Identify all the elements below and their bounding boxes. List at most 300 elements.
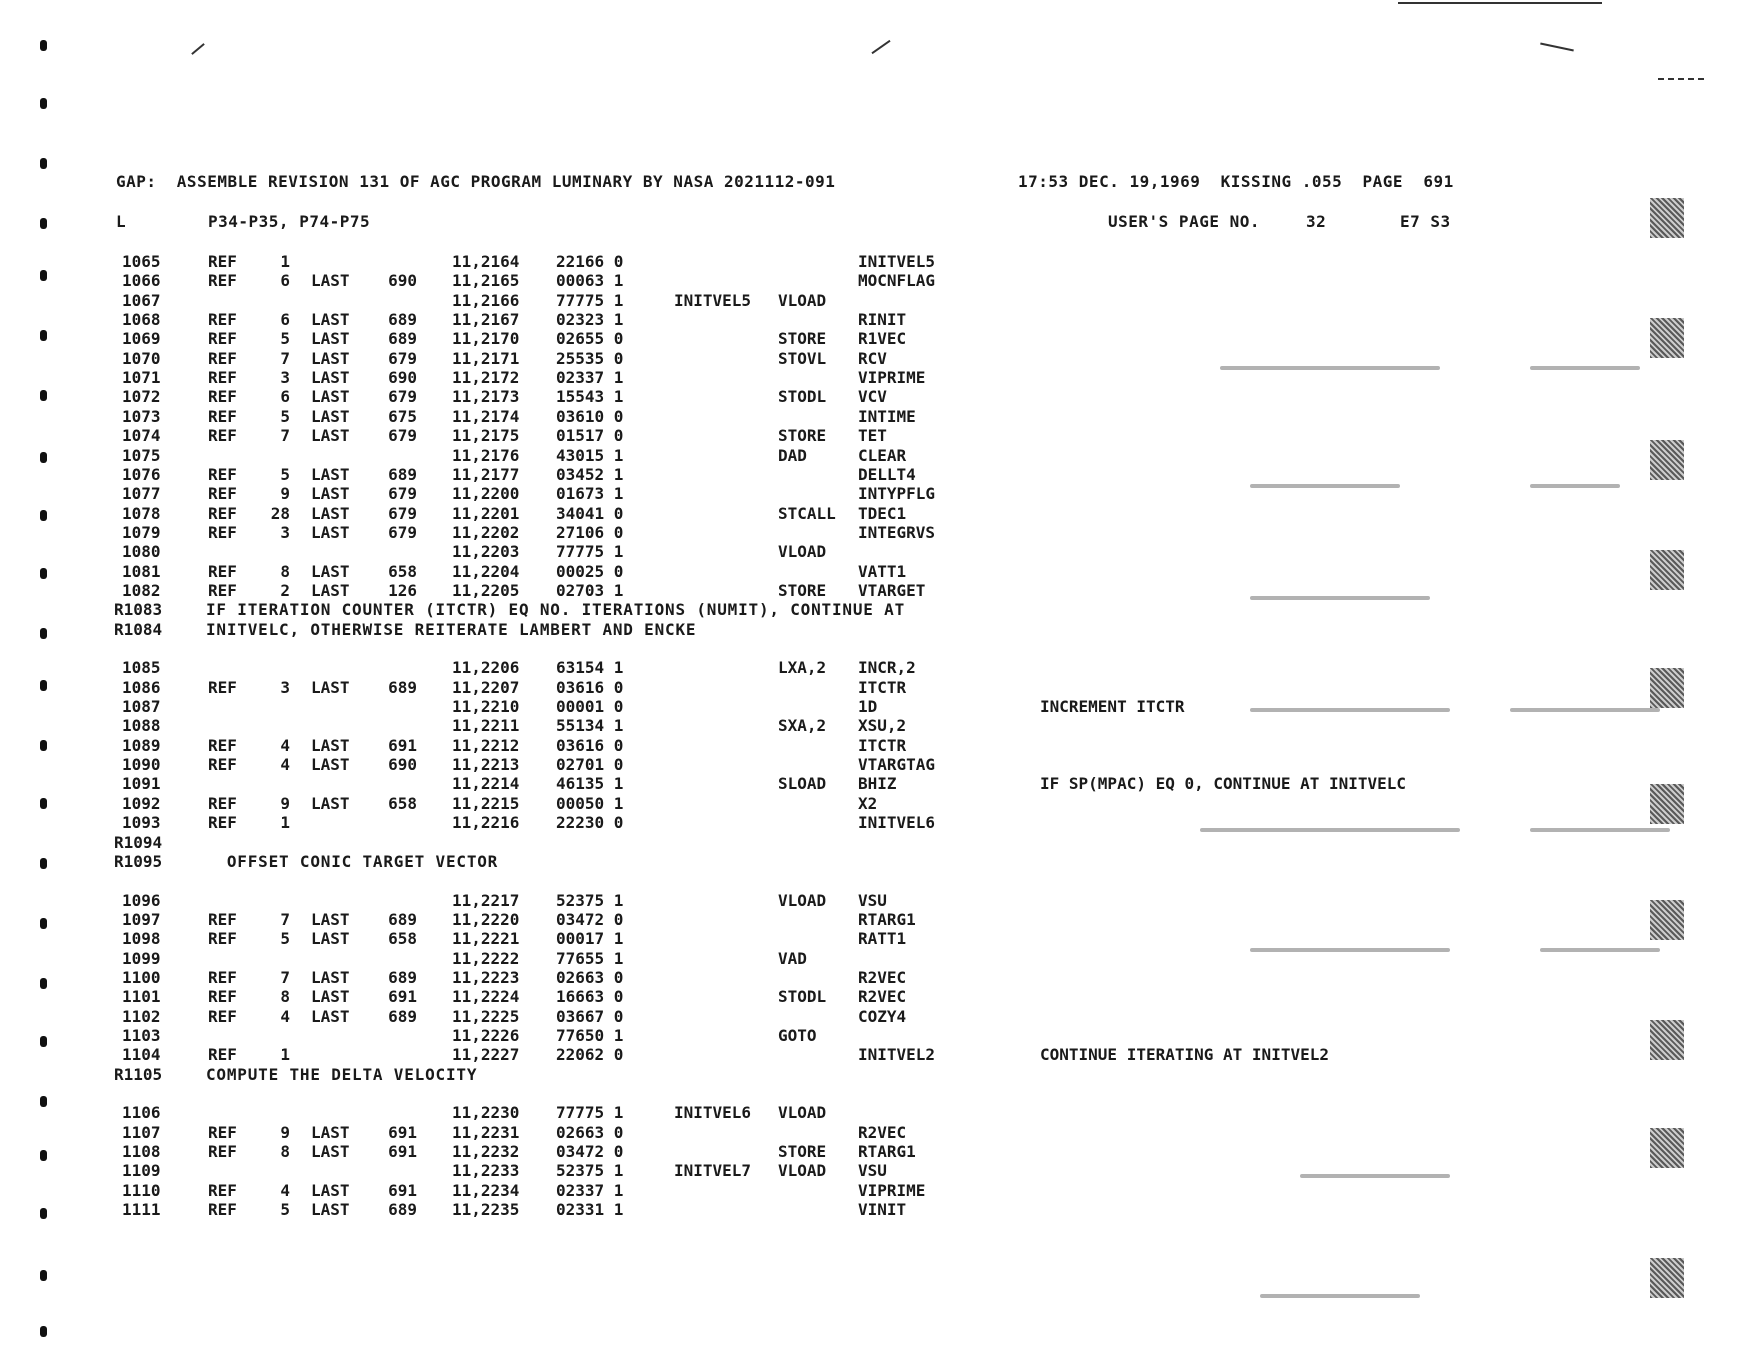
last-marker: LAST (311, 929, 350, 949)
octal-word: 02703 1 (556, 580, 624, 600)
scan-smudge (1650, 1258, 1684, 1298)
blank-line (0, 871, 1740, 890)
octal-word: 52375 1 (556, 1161, 624, 1181)
operand: VTARGET (858, 580, 926, 600)
operand: RTARG1 (858, 909, 916, 929)
binder-mark (40, 858, 47, 869)
scan-smudge (1650, 1128, 1684, 1168)
listing-row (0, 736, 1740, 755)
operand: VATT1 (858, 561, 907, 581)
last-marker: LAST (311, 271, 350, 291)
ref-marker: REF (208, 1122, 237, 1142)
ref-count: 7 (280, 909, 290, 929)
line-number: 1068 (122, 310, 161, 330)
operand: VSU (858, 1161, 887, 1181)
last-page: 690 (388, 271, 417, 291)
ref-count: 1 (280, 1045, 290, 1065)
last-marker: LAST (311, 1122, 350, 1142)
memory-address: 11,2200 (452, 484, 520, 504)
last-page: 679 (388, 503, 417, 523)
ref-marker: REF (208, 271, 237, 291)
memory-address: 11,2204 (452, 561, 520, 581)
octal-word: 03452 1 (556, 464, 624, 484)
last-page: 691 (388, 987, 417, 1007)
ref-count: 5 (280, 406, 290, 426)
ref-count: 3 (280, 368, 290, 388)
header-revision-tag: E7 S3 (1400, 212, 1451, 231)
memory-address: 11,2233 (452, 1161, 520, 1181)
statement-label: INITVEL6 (674, 1103, 752, 1123)
line-number: 1072 (122, 387, 161, 407)
line-number: 1107 (122, 1122, 161, 1142)
memory-address: 11,2173 (452, 387, 520, 407)
operand: ITCTR (858, 735, 907, 755)
operand: INITVEL5 (858, 252, 936, 271)
ref-count: 3 (280, 522, 290, 542)
ref-marker: REF (208, 406, 237, 426)
remark-text: IF ITERATION COUNTER (ITCTR) EQ NO. ITERATIONS (NUMIT), CONTINUE AT (206, 600, 905, 620)
ref-count: 4 (280, 735, 290, 755)
listing-row (0, 774, 1740, 793)
operand: 1D (858, 697, 878, 717)
ref-marker: REF (208, 929, 237, 949)
opcode: VAD (778, 948, 807, 968)
scan-smudge (1650, 440, 1684, 480)
binder-mark (40, 740, 47, 751)
octal-word: 63154 1 (556, 658, 624, 678)
octal-word: 55134 1 (556, 716, 624, 736)
remark-number: R1094 (114, 832, 163, 852)
binder-mark (40, 978, 47, 989)
line-number: 1103 (122, 1026, 161, 1045)
memory-address: 11,2176 (452, 445, 520, 465)
line-number: 1073 (122, 406, 161, 426)
operand: CLEAR (858, 445, 907, 465)
octal-word: 52375 1 (556, 890, 624, 910)
ref-count: 5 (280, 1200, 290, 1220)
octal-word: 16663 0 (556, 987, 624, 1007)
listing-row (0, 465, 1740, 484)
last-page: 675 (388, 406, 417, 426)
last-page: 691 (388, 1122, 417, 1142)
ref-count: 9 (280, 793, 290, 813)
ref-count: 1 (280, 813, 290, 833)
listing-row (0, 446, 1740, 465)
memory-address: 11,2227 (452, 1045, 520, 1065)
listing-row (0, 387, 1740, 406)
operand: INITVEL6 (858, 813, 936, 833)
memory-address: 11,2164 (452, 252, 520, 271)
comment: INCREMENT ITCTR (1040, 697, 1185, 717)
operand: VCV (858, 387, 887, 407)
operand: COZY4 (858, 1006, 907, 1026)
scan-streak (1200, 828, 1460, 832)
remark-text: INITVELC, OTHERWISE REITERATE LAMBERT AND ENCKE (206, 619, 697, 639)
last-page: 690 (388, 755, 417, 775)
remark-number: R1105 (114, 1064, 163, 1084)
last-page: 679 (388, 348, 417, 368)
ref-marker: REF (208, 561, 237, 581)
octal-word: 22166 0 (556, 252, 624, 271)
listing-row (0, 658, 1740, 677)
memory-address: 11,2172 (452, 368, 520, 388)
line-number: 1097 (122, 909, 161, 929)
octal-word: 46135 1 (556, 774, 624, 794)
binder-mark (40, 628, 47, 639)
last-marker: LAST (311, 368, 350, 388)
memory-address: 11,2205 (452, 580, 520, 600)
octal-word: 22230 0 (556, 813, 624, 833)
line-number: 1070 (122, 348, 161, 368)
ref-count: 9 (280, 1122, 290, 1142)
binder-mark (40, 918, 47, 929)
listing-row (0, 678, 1740, 697)
binder-mark (40, 270, 47, 281)
scan-streak (1250, 948, 1450, 952)
memory-address: 11,2235 (452, 1200, 520, 1220)
statement-label: INITVEL5 (674, 290, 752, 310)
operand: VSU (858, 890, 887, 910)
octal-word: 27106 0 (556, 522, 624, 542)
listing-row (0, 891, 1740, 910)
ref-marker: REF (208, 464, 237, 484)
binder-mark (40, 680, 47, 691)
scan-streak (1250, 596, 1430, 600)
ref-count: 1 (280, 252, 290, 271)
ref-marker: REF (208, 348, 237, 368)
memory-address: 11,2206 (452, 658, 520, 678)
octal-word: 00063 1 (556, 271, 624, 291)
octal-word: 00025 0 (556, 561, 624, 581)
operand: X2 (858, 793, 878, 813)
last-marker: LAST (311, 503, 350, 523)
operand: RATT1 (858, 929, 907, 949)
binder-mark (40, 1036, 47, 1047)
scan-streak (1510, 708, 1660, 712)
scan-streak (1530, 366, 1640, 370)
header-title: GAP: ASSEMBLE REVISION 131 OF AGC PROGRAM LUMINARY BY NASA 2021112-091 (116, 172, 836, 191)
operand: BHIZ (858, 774, 897, 794)
listing-row (0, 291, 1740, 310)
ref-marker: REF (208, 503, 237, 523)
listing-row (0, 581, 1740, 600)
binder-mark (40, 510, 47, 521)
octal-word: 00017 1 (556, 929, 624, 949)
last-marker: LAST (311, 580, 350, 600)
opcode: STORE (778, 580, 827, 600)
line-number: 1101 (122, 987, 161, 1007)
octal-word: 22062 0 (556, 1045, 624, 1065)
ref-count: 4 (280, 1180, 290, 1200)
scan-smudge (1650, 784, 1684, 824)
octal-word: 02655 0 (556, 329, 624, 349)
dashed-rule (1658, 78, 1708, 80)
ref-marker: REF (208, 368, 237, 388)
operand: R2VEC (858, 967, 907, 987)
memory-address: 11,2171 (452, 348, 520, 368)
last-marker: LAST (311, 329, 350, 349)
octal-word: 03610 0 (556, 406, 624, 426)
opcode: VLOAD (778, 1103, 827, 1123)
ref-count: 5 (280, 329, 290, 349)
header-program-range: P34-P35, P74-P75 (208, 212, 371, 231)
operand: VTARGTAG (858, 755, 936, 775)
line-number: 1090 (122, 755, 161, 775)
octal-word: 01517 0 (556, 426, 624, 446)
last-marker: LAST (311, 1180, 350, 1200)
octal-word: 00050 1 (556, 793, 624, 813)
page-curve-mark (191, 43, 205, 55)
last-marker: LAST (311, 677, 350, 697)
memory-address: 11,2170 (452, 329, 520, 349)
operand: RINIT (858, 310, 907, 330)
last-page: 689 (388, 1200, 417, 1220)
scan-smudge (1650, 550, 1684, 590)
memory-address: 11,2202 (452, 522, 520, 542)
line-number: 1109 (122, 1161, 161, 1181)
listing-row (0, 523, 1740, 542)
operand: TDEC1 (858, 503, 907, 523)
binder-mark (40, 1326, 47, 1337)
remark-number: R1083 (114, 600, 163, 620)
line-number: 1104 (122, 1045, 161, 1065)
octal-word: 03667 0 (556, 1006, 624, 1026)
operand: DELLT4 (858, 464, 916, 484)
opcode: LXA,2 (778, 658, 827, 678)
ref-marker: REF (208, 580, 237, 600)
ref-count: 2 (280, 580, 290, 600)
line-number: 1071 (122, 368, 161, 388)
line-number: 1069 (122, 329, 161, 349)
last-page: 689 (388, 464, 417, 484)
listing-row (0, 910, 1740, 929)
ref-marker: REF (208, 252, 237, 271)
operand: R2VEC (858, 987, 907, 1007)
memory-address: 11,2232 (452, 1142, 520, 1162)
remark-number: R1084 (114, 619, 163, 639)
line-number: 1074 (122, 426, 161, 446)
listing-row (0, 271, 1740, 290)
line-number: 1085 (122, 658, 161, 678)
last-marker: LAST (311, 967, 350, 987)
ref-marker: REF (208, 426, 237, 446)
ref-count: 5 (280, 929, 290, 949)
octal-word: 02337 1 (556, 1180, 624, 1200)
ref-marker: REF (208, 310, 237, 330)
octal-word: 02701 0 (556, 755, 624, 775)
listing-row (0, 252, 1740, 271)
operand: ITCTR (858, 677, 907, 697)
ref-marker: REF (208, 909, 237, 929)
ref-marker: REF (208, 677, 237, 697)
last-marker: LAST (311, 1142, 350, 1162)
listing-row (0, 1045, 1740, 1064)
last-marker: LAST (311, 1200, 350, 1220)
operand: VINIT (858, 1200, 907, 1220)
line-number: 1096 (122, 890, 161, 910)
ref-count: 5 (280, 464, 290, 484)
operand: INITVEL2 (858, 1045, 936, 1065)
last-marker: LAST (311, 561, 350, 581)
last-page: 689 (388, 967, 417, 987)
remark-line (0, 600, 1740, 619)
ref-marker: REF (208, 755, 237, 775)
listing-row (0, 562, 1740, 581)
last-page: 689 (388, 909, 417, 929)
last-marker: LAST (311, 987, 350, 1007)
last-marker: LAST (311, 348, 350, 368)
last-marker: LAST (311, 735, 350, 755)
ref-count: 9 (280, 484, 290, 504)
ref-marker: REF (208, 522, 237, 542)
scan-smudge (1650, 900, 1684, 940)
operand: R2VEC (858, 1122, 907, 1142)
memory-address: 11,2167 (452, 310, 520, 330)
last-page: 689 (388, 1006, 417, 1026)
line-number: 1066 (122, 271, 161, 291)
opcode: DAD (778, 445, 807, 465)
ref-count: 8 (280, 987, 290, 1007)
memory-address: 11,2215 (452, 793, 520, 813)
octal-word: 03472 0 (556, 1142, 624, 1162)
listing-row (0, 504, 1740, 523)
ref-marker: REF (208, 813, 237, 833)
last-page: 658 (388, 929, 417, 949)
memory-address: 11,2166 (452, 290, 520, 310)
opcode: STORE (778, 1142, 827, 1162)
line-number: 1081 (122, 561, 161, 581)
operand: INTIME (858, 406, 916, 426)
scan-streak (1220, 366, 1440, 370)
ref-marker: REF (208, 1045, 237, 1065)
remark-line (0, 833, 1740, 852)
line-number: 1098 (122, 929, 161, 949)
memory-address: 11,2210 (452, 697, 520, 717)
ref-marker: REF (208, 1142, 237, 1162)
scan-streak (1540, 948, 1660, 952)
line-number: 1102 (122, 1006, 161, 1026)
ref-count: 7 (280, 426, 290, 446)
line-number: 1091 (122, 774, 161, 794)
octal-word: 34041 0 (556, 503, 624, 523)
last-page: 679 (388, 522, 417, 542)
line-number: 1087 (122, 697, 161, 717)
scan-smudge (1650, 198, 1684, 238)
last-page: 691 (388, 1142, 417, 1162)
binder-mark (40, 98, 47, 109)
binder-mark (40, 330, 47, 341)
listing-row (0, 1103, 1740, 1122)
ref-marker: REF (208, 1006, 237, 1026)
last-marker: LAST (311, 310, 350, 330)
last-page: 691 (388, 1180, 417, 1200)
octal-word: 77775 1 (556, 542, 624, 562)
ref-marker: REF (208, 1200, 237, 1220)
memory-address: 11,2231 (452, 1122, 520, 1142)
memory-address: 11,2225 (452, 1006, 520, 1026)
last-page: 691 (388, 735, 417, 755)
ref-count: 8 (280, 561, 290, 581)
octal-word: 77775 1 (556, 290, 624, 310)
header-timestamp: 17:53 DEC. 19,1969 KISSING .055 PAGE 691 (1018, 172, 1454, 191)
page-curve-mark (1540, 42, 1574, 51)
scan-streak (1530, 484, 1620, 488)
header-log-section: L (116, 212, 127, 231)
listing-row (0, 1007, 1740, 1026)
line-number: 1111 (122, 1200, 161, 1220)
ref-count: 7 (280, 967, 290, 987)
opcode: VLOAD (778, 542, 827, 562)
listing-row (0, 349, 1740, 368)
ref-marker: REF (208, 484, 237, 504)
operand: VIPRIME (858, 1180, 926, 1200)
remark-line (0, 852, 1740, 871)
listing-row (0, 1123, 1740, 1142)
listing-row (0, 329, 1740, 348)
page-curve-mark (871, 40, 890, 54)
remark-line (0, 1065, 1740, 1084)
memory-address: 11,2212 (452, 735, 520, 755)
octal-word: 02663 0 (556, 1122, 624, 1142)
last-page: 658 (388, 793, 417, 813)
last-marker: LAST (311, 522, 350, 542)
memory-address: 11,2211 (452, 716, 520, 736)
memory-address: 11,2213 (452, 755, 520, 775)
operand: TET (858, 426, 887, 446)
memory-address: 11,2222 (452, 948, 520, 968)
octal-word: 77650 1 (556, 1026, 624, 1045)
top-rule (1398, 2, 1602, 4)
listing-row (0, 949, 1740, 968)
header-users-page-label: USER'S PAGE NO. (1108, 212, 1260, 231)
last-page: 126 (388, 580, 417, 600)
line-number: 1108 (122, 1142, 161, 1162)
scan-smudge (1650, 1020, 1684, 1060)
operand: XSU,2 (858, 716, 907, 736)
last-page: 689 (388, 329, 417, 349)
opcode: STODL (778, 387, 827, 407)
line-number: 1075 (122, 445, 161, 465)
binder-mark (40, 390, 47, 401)
remark-line (0, 620, 1740, 639)
listing-row (0, 407, 1740, 426)
binder-mark (40, 40, 47, 51)
ref-count: 28 (270, 503, 290, 523)
line-number: 1067 (122, 290, 161, 310)
operand: MOCNFLAG (858, 271, 936, 291)
binder-mark (40, 1096, 47, 1107)
line-number: 1088 (122, 716, 161, 736)
line-number: 1110 (122, 1180, 161, 1200)
scan-smudge (1650, 318, 1684, 358)
line-number: 1077 (122, 484, 161, 504)
operand: INTYPFLG (858, 484, 936, 504)
listing-row (0, 716, 1740, 735)
remark-text: COMPUTE THE DELTA VELOCITY (206, 1064, 478, 1084)
ref-marker: REF (208, 967, 237, 987)
operand: RCV (858, 348, 887, 368)
binder-mark (40, 798, 47, 809)
binder-mark (40, 568, 47, 579)
ref-count: 6 (280, 387, 290, 407)
operand: RTARG1 (858, 1142, 916, 1162)
last-marker: LAST (311, 464, 350, 484)
comment: IF SP(MPAC) EQ 0, CONTINUE AT INITVELC (1040, 774, 1407, 794)
listing-row (0, 794, 1740, 813)
line-number: 1080 (122, 542, 161, 562)
octal-word: 43015 1 (556, 445, 624, 465)
line-number: 1089 (122, 735, 161, 755)
